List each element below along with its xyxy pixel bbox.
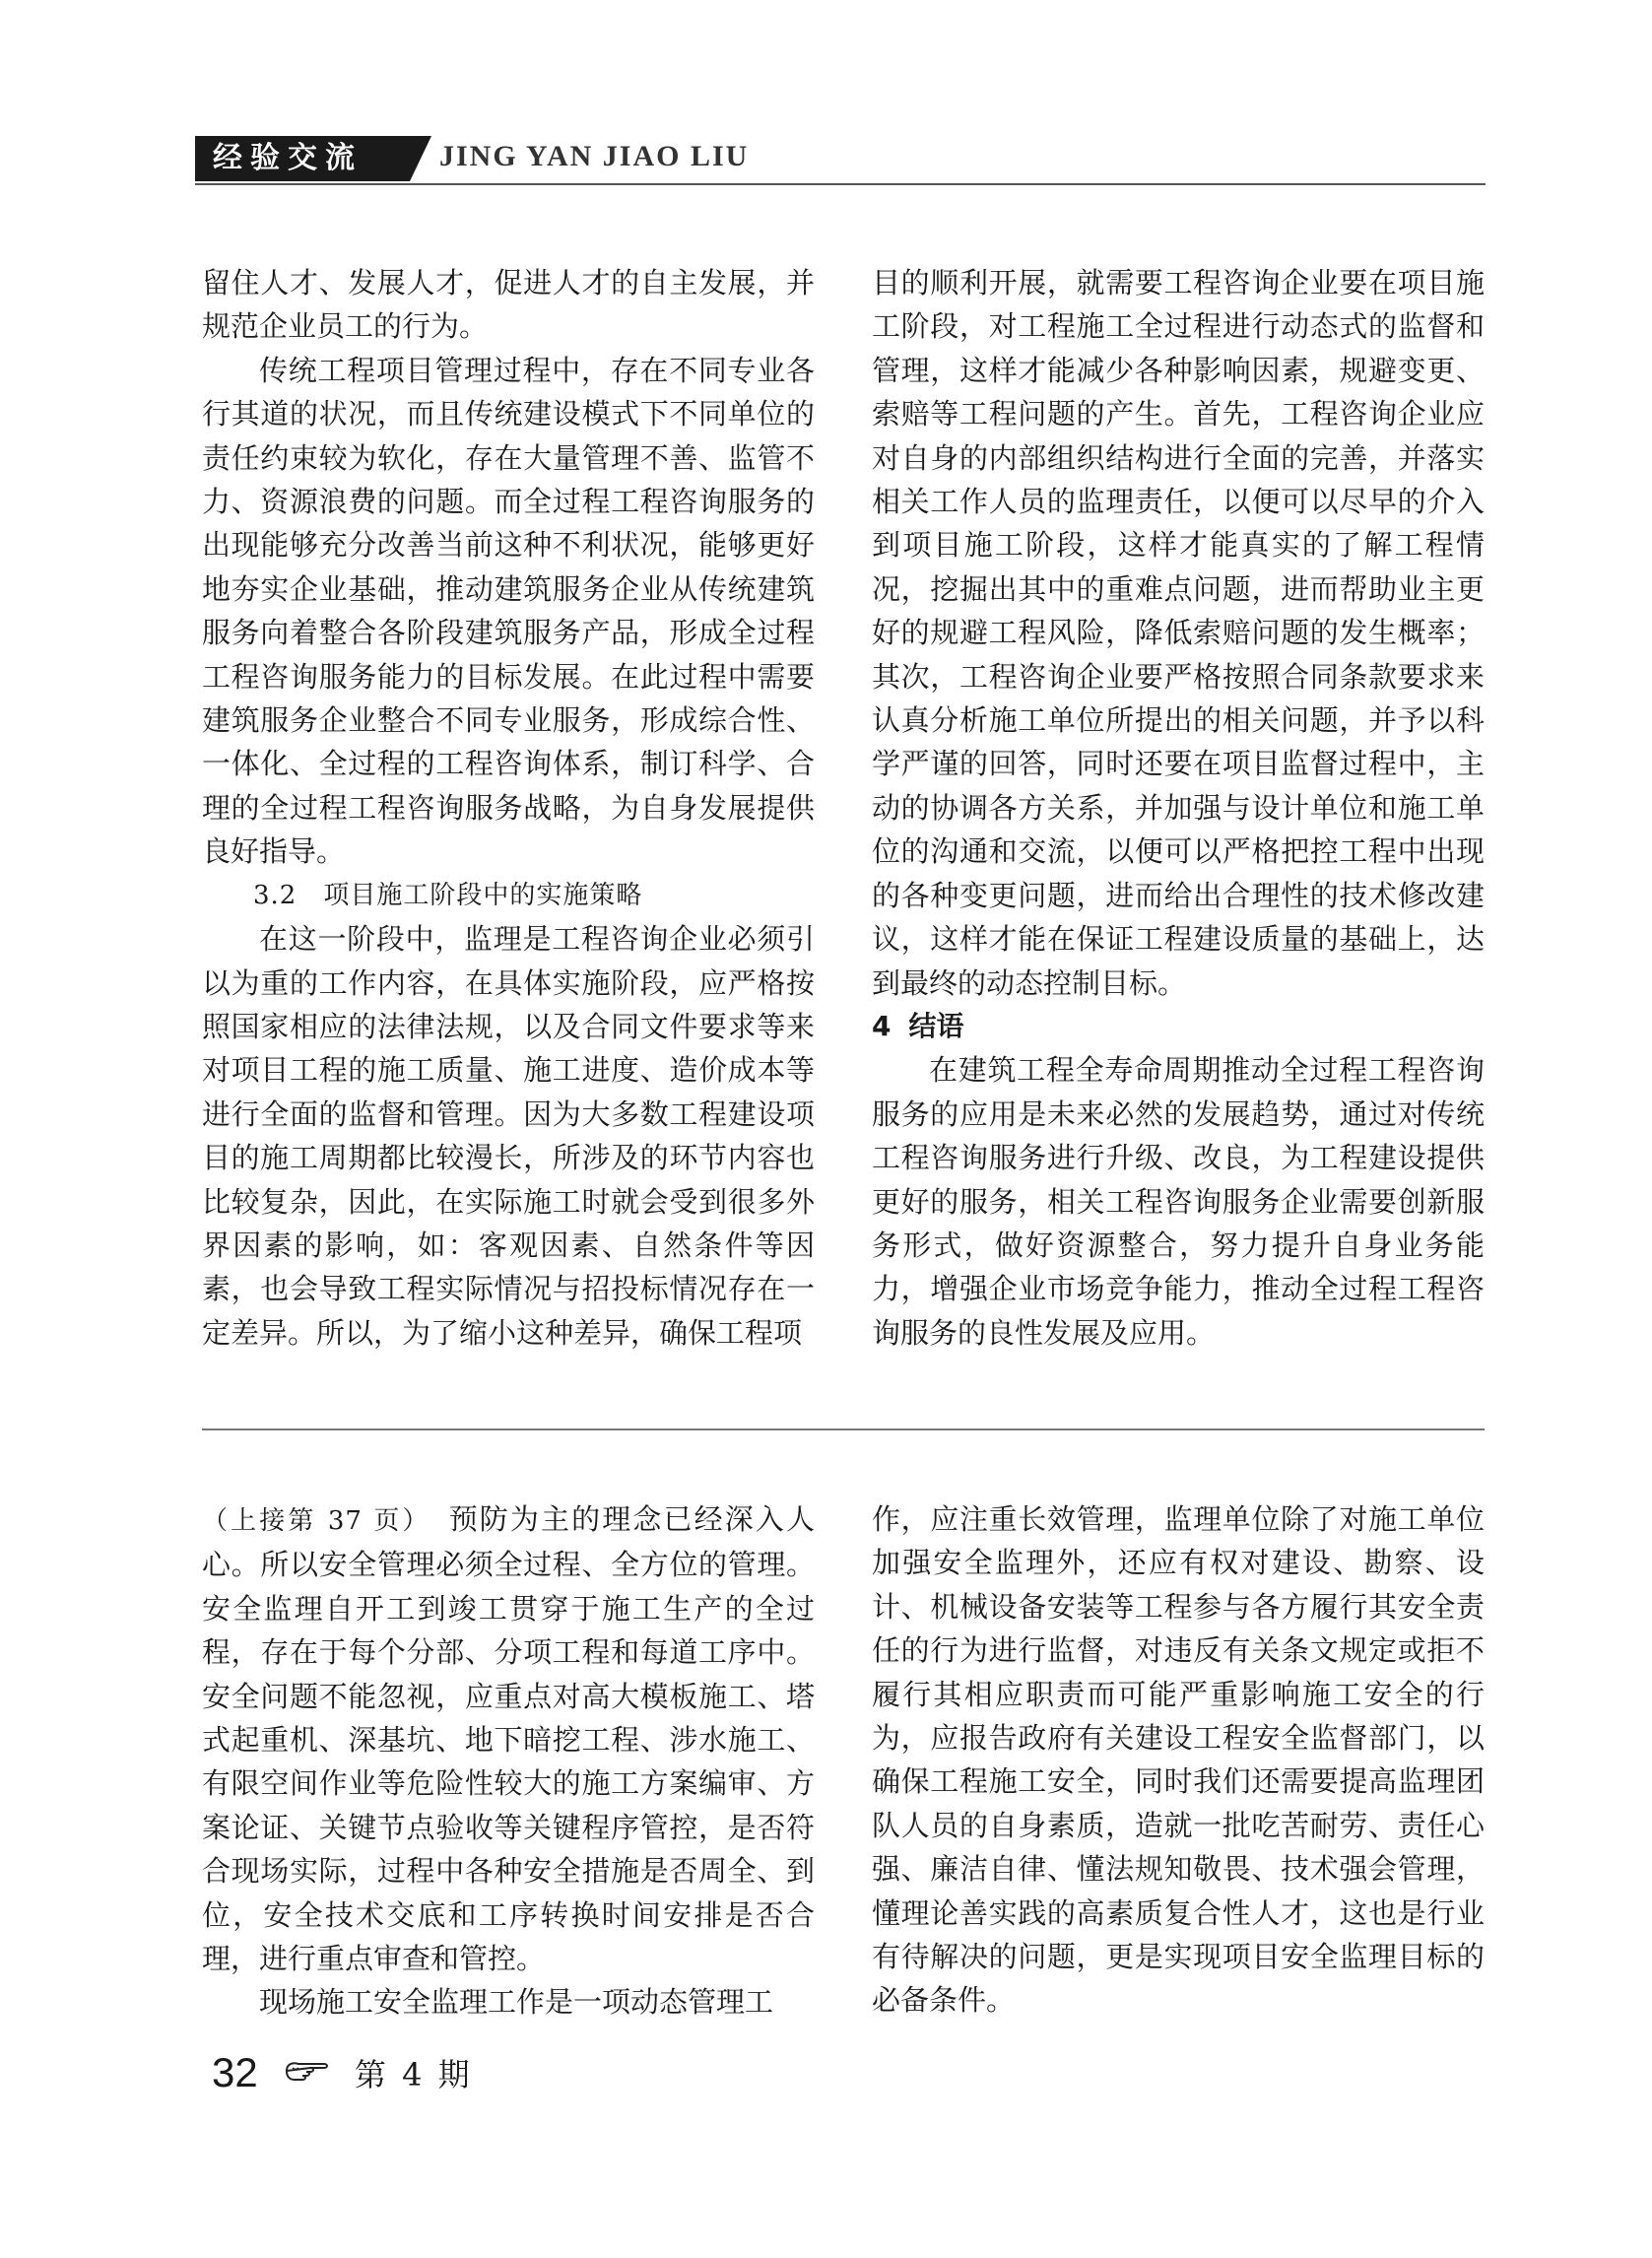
continued-from-label: （上接第 37 页） — [202, 1506, 419, 1536]
paragraph: 目的顺利开展，就需要工程咨询企业要在项目施工阶段，对工程施工全过程进行动态式的监督和管理，这样才能减少各种影响因素，规避变更、索赔等工程问题的产生。首先，工程咨询企业应对自身的内部组织结构进行全面的完善，并落实相关工作人员的监理责任，以便可以尽早的介入到项目施工阶段，这样才能真实的了解工程情况，挖掘出其中的重难点问题，进而帮助业主更好的规避工程风险，降低索赔问题的发生概率；其次，工程咨询企业要严格按照合同条款要求来认真分析施工单位所提出的相关问题，并予以科学严谨的回答，同时还要在项目监督过程中，主动的协调各方关系，并加强与设计单位和施工单位的沟通和交流，以便可以严格把控工程中出现的各种变更问题，进而给出合理性的技术修改建议，这样才能在保证工程建设质量的基础上，达到最终的动态控制目标。 — [872, 266, 1485, 1000]
paragraph: 在建筑工程全寿命周期推动全过程工程咨询服务的应用是未来必然的发展趋势，通过对传统工程咨询服务进行升级、改良，为工程建设提供更好的服务，相关工程咨询服务企业需要创新服务形式，做好资源整合，努力提升自身业务能力，增强企业市场竞争能力，推动全过程工程咨询服务的良性发展及应用。 — [872, 1053, 1485, 1350]
paragraph: 现场施工安全监理工作是一项动态管理工 — [259, 1985, 774, 2020]
paragraph: 作，应注重长效管理，监理单位除了对施工单位加强安全监理外，还应有权对建设、勘察、设计、机械设备安装等工程参与各方履行其安全责任的行为进行监督，对违反有关条文规定或拒不履行其相应职责而可能严重影响施工安全的行为，应报告政府有关建设工程安全监督部门，以确保工程施工安全，同时我们还需要提高监理团队人员的自身素质，造就一批吃苦耐劳、责任心强、廉洁自律、懂法规知敬畏、技术强会管理，懂理论善实践的高素质复合性人才，这也是行业有待解决的问题，更是实现项目安全监理目标的必备条件。 — [872, 1502, 1485, 2018]
section-tag-notch — [410, 136, 431, 181]
page-footer — [212, 2049, 473, 2108]
paragraph — [202, 1497, 815, 1980]
section-heading — [872, 1005, 1485, 1048]
upper-left-column — [202, 261, 815, 1355]
page-number: 32 — [212, 2049, 258, 2095]
paragraph: 留住人才、发展人才，促进人才的自主发展，并规范企业员工的行为。 — [202, 266, 815, 344]
upper-right-column — [872, 261, 1485, 1355]
subsection-heading: 3.2 项目施工阶段中的实施策略 — [253, 880, 643, 910]
page-header — [195, 136, 1486, 185]
paragraph-text: 预防为主的理念已经深入人心。所以安全管理必须全过程、全方位的管理。安全监理自开工到竣工贯穿于施工生产的全过程，存在于每个分部、分项工程和每道工序中。安全问题不能忽视，应重点对高大模板施工、塔式起重机、深基坑、地下暗挖工程、涉水施工、有限空间作业等危险性较大的施工方案编审、方案论证、关键节点验收等关键程序管控，是否符合现场实际，过程中各种安全措施是否周全、到位，安全技术交底和工序转换时间安排是否合理，进行重点审查和管控。 — [202, 1502, 815, 1976]
paragraph: 传统工程项目管理过程中，存在不同专业各行其道的状况，而且传统建设模式下不同单位的责任约束较为软化，存在大量管理不善、监管不力、资源浪费的问题。而全过程工程咨询服务的出现能够充分改善当前这种不利状况，能够更好地夯实企业基础，推动建筑服务企业从传统建筑服务向着整合各阶段建筑服务产品，形成全过程工程咨询服务能力的目标发展。在此过程中需要建筑服务企业整合不同专业服务，形成综合性、一体化、全过程的工程咨询体系，制订科学、合理的全过程工程咨询服务战略，为自身发展提供良好指导。 — [202, 353, 815, 869]
section-pinyin: JING YAN JIAO LIU — [439, 140, 750, 172]
section-number: 4 — [872, 1009, 892, 1042]
article-divider — [202, 1428, 1485, 1430]
paragraph: 在这一阶段中，监理是工程咨询企业必须引以为重的工作内容，在具体实施阶段，应严格按照国家相应的法律法规，以及合同文件要求等来对项目工程的施工质量、施工进度、造价成本等进行全面的监督和管理。因为大多数工程建设项目的施工周期都比较漫长，所涉及的环节内容也比较复杂，因此，在实际施工时就会受到很多外界因素的影响，如：客观因素、自然条件等因素，也会导致工程实际情况与招投标情况存在一定差异。所以，为了缩小这种差异，确保工程项 — [202, 922, 815, 1350]
issue-number: 第 4 期 — [354, 2056, 473, 2093]
pointing-hand-icon — [285, 2058, 330, 2088]
section-title: 结语 — [908, 1009, 964, 1042]
lower-left-column — [202, 1497, 815, 2025]
header-rule — [195, 183, 1486, 185]
lower-right-column — [872, 1497, 1485, 2023]
section-tag: 经验交流 — [195, 136, 410, 181]
